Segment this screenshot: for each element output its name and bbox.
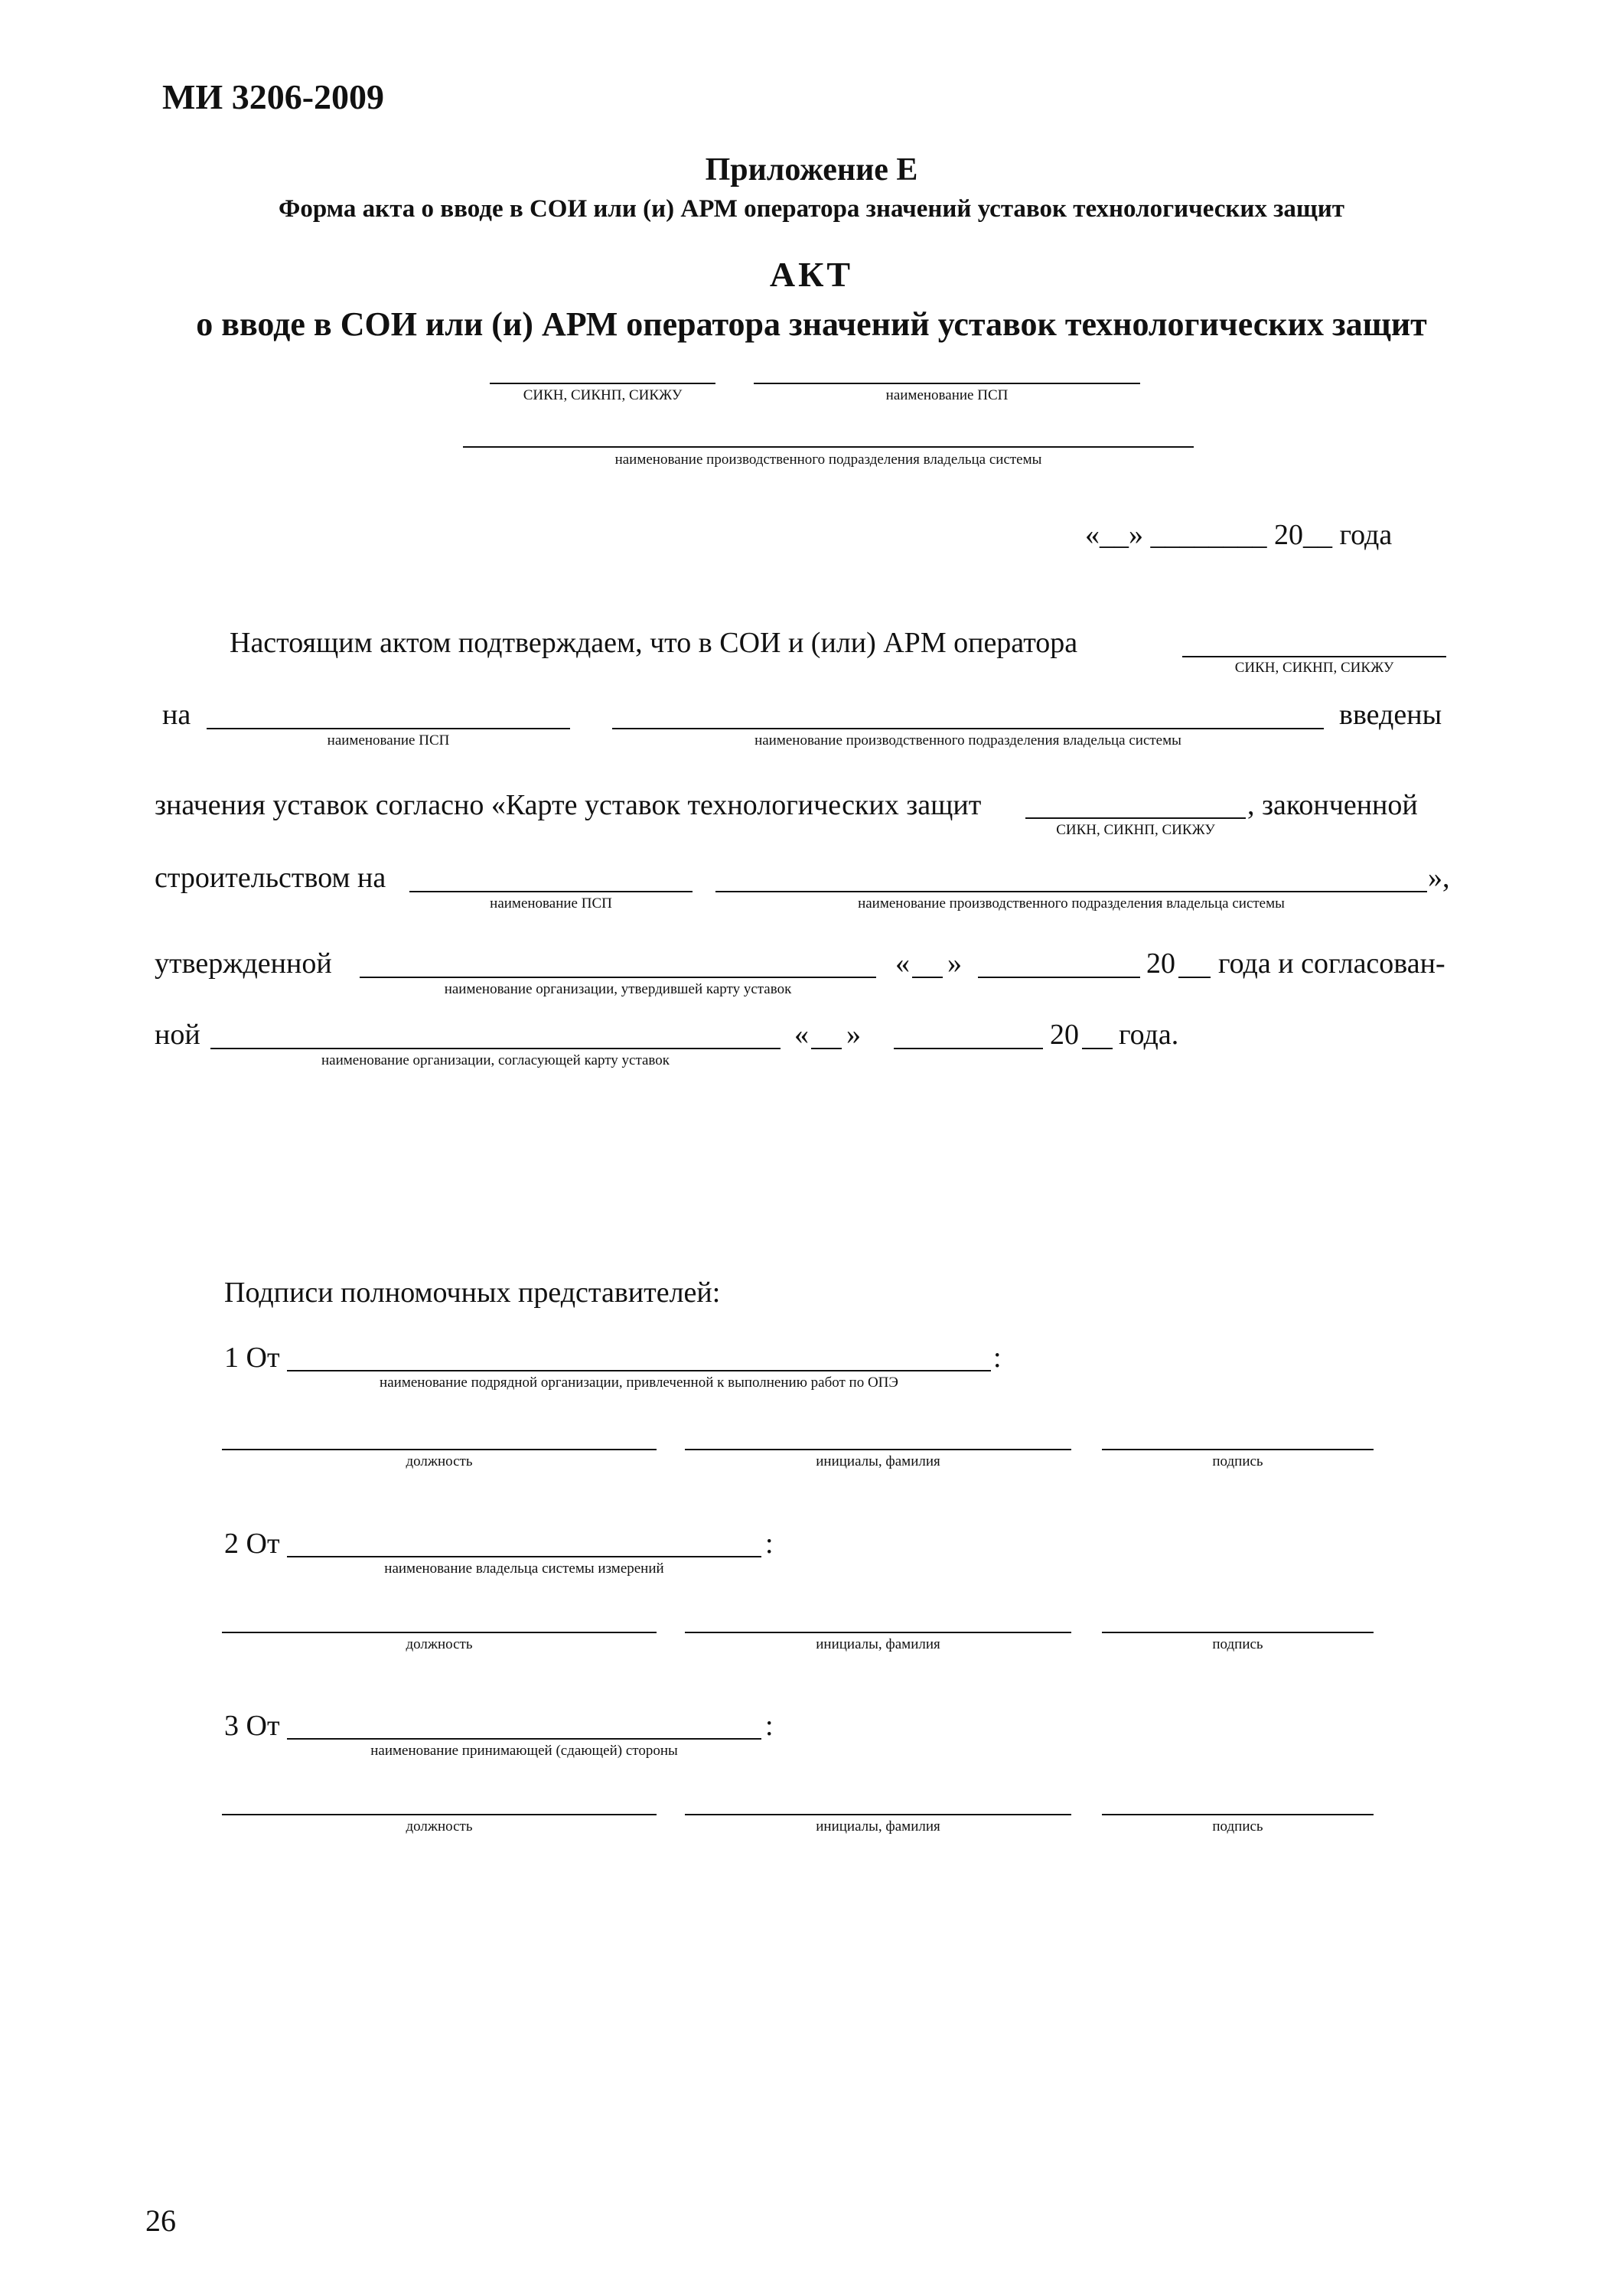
body-line-5-end: года и согласован- <box>1218 947 1445 980</box>
p6-year-line[interactable] <box>1082 1048 1113 1049</box>
document-code: МИ 3206-2009 <box>162 77 385 116</box>
sig-block-3-signature-line[interactable] <box>1102 1814 1374 1815</box>
p6-month-line[interactable] <box>894 1048 1043 1049</box>
sig-block-3-name-line[interactable] <box>685 1814 1071 1815</box>
body-line-4: строительством на <box>155 862 386 894</box>
p6-day-line[interactable] <box>811 1048 842 1049</box>
body-line-3: значения уставок согласно «Карте уставок технологических защит <box>155 789 982 821</box>
sig-block-3-org-line[interactable] <box>287 1738 761 1740</box>
appendix-title: Приложение Е <box>705 152 918 188</box>
system-line[interactable] <box>490 383 715 384</box>
body-line-1: Настоящим актом подтверждаем, что в СОИ и (или) АРМ оператора <box>230 627 1078 659</box>
sig-block-3-position-caption: должность <box>406 1818 473 1835</box>
signatures-title: Подписи полномочных представителей: <box>224 1277 721 1309</box>
body-line-5: утвержденной <box>155 947 332 980</box>
p5-quote-close: » <box>947 947 962 980</box>
p4-division-line[interactable] <box>715 891 1427 892</box>
act-heading: АКТ <box>769 255 854 294</box>
division-caption: наименование производственного подразделения владельца системы <box>614 452 1042 468</box>
body-line-6-end: года. <box>1119 1019 1179 1051</box>
sig-block-2-org-line[interactable] <box>287 1556 761 1557</box>
p5-org-line[interactable] <box>360 977 876 978</box>
division-line[interactable] <box>463 446 1194 448</box>
p5-org-caption: наименование организации, утвердившей карту уставок <box>444 981 792 997</box>
body-line-6: ной <box>155 1019 200 1051</box>
p1-system-caption: СИКН, СИКНП, СИКЖУ <box>1234 660 1394 676</box>
sig-block-2-name-line[interactable] <box>685 1632 1071 1633</box>
sig-block-2-position-line[interactable] <box>222 1632 657 1633</box>
p6-year-prefix: 20 <box>1050 1019 1079 1051</box>
sig-block-3-colon: : <box>765 1710 774 1742</box>
sig-block-2-label: 2 От <box>224 1528 280 1560</box>
p5-year-prefix: 20 <box>1146 947 1175 980</box>
psp-line[interactable] <box>754 383 1140 384</box>
sig-block-1-org-line[interactable] <box>287 1370 991 1371</box>
sig-block-3-caption: наименование принимающей (сдающей) стороны <box>370 1743 678 1759</box>
body-entered: введены <box>1339 699 1442 731</box>
body-on: на <box>162 699 191 731</box>
p2-division-caption: наименование производственного подразделения владельца системы <box>754 732 1181 748</box>
p5-year-line[interactable] <box>1178 977 1211 978</box>
p2-psp-caption: наименование ПСП <box>327 732 450 748</box>
p6-quote-open: « <box>794 1019 809 1051</box>
sig-block-2-signature-caption: подпись <box>1212 1636 1263 1652</box>
sig-block-3-signature-caption: подпись <box>1212 1818 1263 1835</box>
sig-block-1-caption: наименование подрядной организации, привлеченной к выполнению работ по ОПЭ <box>380 1375 898 1391</box>
sig-block-2-position-caption: должность <box>406 1636 473 1652</box>
p5-month-line[interactable] <box>978 977 1140 978</box>
p3-system-line[interactable] <box>1025 817 1246 819</box>
p3-system-caption: СИКН, СИКНП, СИКЖУ <box>1056 822 1215 838</box>
p1-system-line[interactable] <box>1182 656 1446 657</box>
sig-block-1-colon: : <box>993 1342 1002 1374</box>
page-number: 26 <box>145 2203 176 2238</box>
system-caption: СИКН, СИКНП, СИКЖУ <box>523 387 683 403</box>
sig-block-2-signature-line[interactable] <box>1102 1632 1374 1633</box>
sig-block-1-label: 1 От <box>224 1342 280 1374</box>
sig-block-1-position-caption: должность <box>406 1453 473 1469</box>
sig-block-2-colon: : <box>765 1528 774 1560</box>
p4-psp-caption: наименование ПСП <box>490 895 612 912</box>
sig-block-1-name-caption: инициалы, фамилия <box>816 1453 940 1469</box>
p4-psp-line[interactable] <box>409 891 693 892</box>
p5-quote-open: « <box>895 947 910 980</box>
appendix-subtitle: Форма акта о вводе в СОИ или (и) АРМ оператора значений уставок технологических защит <box>278 195 1345 223</box>
psp-caption: наименование ПСП <box>885 387 1009 403</box>
p4-division-caption: наименование производственного подразделения владельца системы <box>858 895 1285 912</box>
sig-block-3-label: 3 От <box>224 1710 280 1742</box>
body-line-3-end: , законченной <box>1247 789 1418 821</box>
body-line-4-end: », <box>1428 862 1450 894</box>
sig-block-1-signature-caption: подпись <box>1212 1453 1263 1469</box>
p6-quote-close: » <box>846 1019 861 1051</box>
p5-day-line[interactable] <box>912 977 943 978</box>
sig-block-3-position-line[interactable] <box>222 1814 657 1815</box>
sig-block-2-name-caption: инициалы, фамилия <box>816 1636 940 1652</box>
sig-block-1-position-line[interactable] <box>222 1449 657 1450</box>
p2-division-line[interactable] <box>612 728 1324 729</box>
sig-block-2-caption: наименование владельца системы измерений <box>384 1561 664 1577</box>
p6-org-caption: наименование организации, согласующей карту уставок <box>321 1052 670 1068</box>
sig-block-1-signature-line[interactable] <box>1102 1449 1374 1450</box>
act-date: «__» ________ 20__ года <box>1085 519 1393 551</box>
sig-block-1-name-line[interactable] <box>685 1449 1071 1450</box>
sig-block-3-name-caption: инициалы, фамилия <box>816 1818 940 1835</box>
p2-psp-line[interactable] <box>207 728 570 729</box>
act-heading-sub: о вводе в СОИ или (и) АРМ оператора значений уставок технологических защит <box>196 305 1427 343</box>
p6-org-line[interactable] <box>210 1048 781 1049</box>
